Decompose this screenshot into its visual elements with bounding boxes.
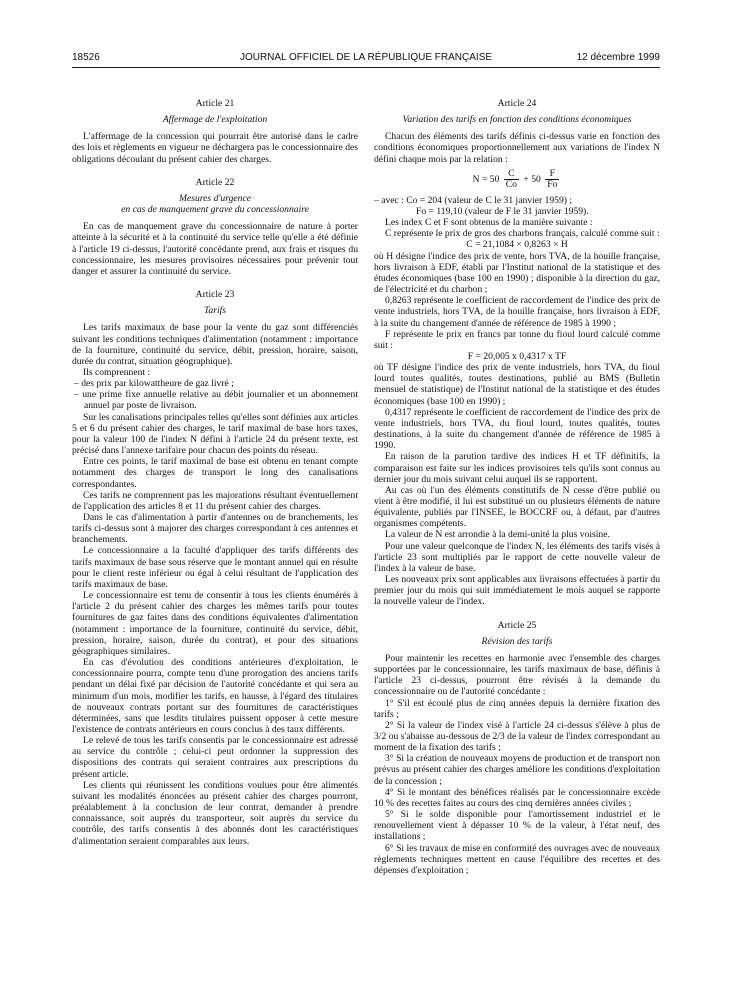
equation-f: F = 20,005 x 0,4317 x TF bbox=[467, 350, 567, 362]
paragraph: Entre ces points, le tarif maximal de base est obtenu en tenant compte notamment des charges de transport le long des canalisations correspondantes. bbox=[72, 456, 358, 490]
article-21-body bbox=[72, 131, 358, 164]
paragraph: où H désigne l'indice des prix de vente, hors TVA, de la houille française, hors livraison à EDF, établi par l'Institut national de la statistique et des études économiques (base 100 en 1990) ; disponible à la direction du gaz, de l'électricité et du charbon ; bbox=[374, 250, 660, 296]
formula-legend: – avec : Co = 204 (valeur de C le 31 janvier 1959) ; bbox=[374, 194, 573, 206]
article-22-body bbox=[72, 221, 358, 277]
paragraph: C représente le prix de gros des charbons français, calculé comme suit : bbox=[385, 228, 660, 240]
paragraph: Le relevé de tous les tarifs consentis par le concessionnaire est adressé au service du contrôle ; celui-ci peut ordonner la suppression des dispositions des contrats qui seraient contraires aux prescriptions du présent article. bbox=[72, 735, 358, 780]
article-22-heading: Article 22 bbox=[195, 176, 235, 188]
paragraph: Les tarifs maximaux de base pour la vente du gaz sont différenciés suivant les conditions techniques d'alimentation (notamment : importance de la fourniture, continuité du service, débit, pression, horaire, saison, durée du contrat, situation géographique). bbox=[72, 322, 358, 367]
article-24-subtitle: Variation des tarifs en fonction des conditions économiques bbox=[402, 114, 632, 126]
paragraph: 0,4317 représente le coefficient de raccordement de l'indice des prix de vente industriels, hors TVA, du fioul lourd, toutes qualités, toutes destinations, à la suite du changement d'année de référence de 1985 à 1990. bbox=[374, 406, 660, 452]
paragraph: Pour une valeur quelconque de l'index N, les éléments des tarifs visés à l'article 23 sont multipliés par le rapport de cette nouvelle valeur de l'index à la valeur de base. bbox=[374, 540, 660, 574]
index-formula bbox=[374, 169, 660, 190]
numerator-f: F bbox=[545, 169, 559, 180]
equation-c: C = 21,1084 × 0,8263 × H bbox=[466, 239, 568, 251]
list-item: 3° Si la création de nouveaux moyens de production et de transport non prévus au présent cahier des charges améliore les conditions d'exploitation de la concession ; bbox=[374, 753, 660, 787]
paragraph: L'affermage de la concession qui pourrait être autorisé dans le cadre des lois et règlements en vigueur ne déchargera pas le concessionnaire des obligations découlant du présent cahier des charges. bbox=[72, 131, 358, 165]
list-item: – des prix par kilowattheure de gaz livré ; bbox=[74, 378, 234, 390]
article-21-heading: Article 21 bbox=[195, 98, 235, 109]
right-column bbox=[374, 98, 660, 876]
list-item: – une prime fixe annuelle relative au débit journalier et un abonnement annuel par poste de livraison. bbox=[74, 389, 358, 412]
paragraph: La valeur de N est arrondie à la demi-unité la plus voisine. bbox=[385, 529, 610, 541]
paragraph: Les index C et F sont obtenus de la manière suivante : bbox=[385, 217, 593, 229]
issue-date: 12 décembre 1999 bbox=[576, 52, 660, 63]
article-21-subtitle: Affermage de l'exploitation bbox=[162, 114, 268, 126]
article-22-subtitle: Mesures d'urgence bbox=[179, 192, 251, 204]
article-23-heading: Article 23 bbox=[195, 289, 235, 301]
article-23-subtitle: Tarifs bbox=[203, 305, 227, 317]
numerator-c: C bbox=[504, 169, 519, 180]
fraction-c bbox=[504, 169, 519, 190]
denominator-co: Co bbox=[505, 178, 517, 190]
formula-plus: + 50 bbox=[523, 173, 541, 185]
paragraph: Pour maintenir les recettes en harmonie avec l'ensemble des charges supportées par le concessionnaire, les tarifs maximaux de base, définis à l'article 23 ci-dessus, pourront être révisés à la demande du concessionnaire ou de l'autorité concédante : bbox=[374, 652, 660, 698]
paragraph: Le concessionnaire a la faculté d'appliquer des tarifs différents des tarifs maximaux de base sous réserve que le montant annuel qui en résulte pour le client reste inférieur ou égal à celui résultant de l'application des tarifs maximaux de base. bbox=[72, 545, 358, 590]
paragraph: En cas de manquement grave du concessionnaire de nature à porter atteinte à la sécurité et à la continuité du service telle qu'elle a été définie à l'article 19 ci-dessus, l'autorité concédante prend, aux frais et risques du concessionnaire, les mesures provisoires nécessaires pour prévenir tout danger et assurer la continuité du service. bbox=[72, 221, 358, 277]
list-item: 1° S'il est écoulé plus de cinq années depuis la dernière fixation des tarifs ; bbox=[374, 697, 660, 720]
article-23-body bbox=[72, 322, 358, 846]
article-22-subtitle-2: en cas de manquement grave du concessionnaire bbox=[121, 204, 309, 216]
paragraph: Dans le cas d'alimentation à partir d'antennes ou de branchements, les tarifs ci-dessus sont à majorer des charges correspondant à ces antennes et branchements. bbox=[72, 512, 358, 546]
paragraph: Le concessionnaire est tenu de consentir à tous les clients énumérés à l'article 2 du présent cahier des charges les mêmes tarifs pour toutes fournitures de gaz faites dans des conditions équivalentes d'alimentation (notamment : importance de la fourniture, continuité du service, débit, pression, horaire, saison, durée du contrat), et pour des situations géographiques similaires. bbox=[72, 590, 358, 657]
article-24-heading: Article 24 bbox=[497, 98, 537, 109]
left-column bbox=[72, 98, 358, 847]
paragraph: Chacun des éléments des tarifs définis ci-dessus varie en fonction des conditions économiques proportionnellement aux variations de l'index N défini chaque mois par la relation : bbox=[374, 131, 660, 165]
paragraph: 0,8263 représente le coefficient de raccordement de l'indice des prix de vente industriels, hors TVA, de la houille française, hors livraison à EDF, à la suite du changement d'année de référence de 1985 à 1990 ; bbox=[374, 295, 660, 329]
paragraph: Les nouveaux prix sont applicables aux livraisons effectuées à partir du premier jour du mois qui suit immédiatement le mois auquel se rapporte la nouvelle valeur de l'index. bbox=[374, 574, 660, 608]
formula-lhs: N = 50 bbox=[472, 173, 500, 185]
list-item: 2° Si la valeur de l'index visé à l'article 24 ci-dessus s'élève à plus de 3/2 ou s'abaisse au-dessous de 2/3 de la valeur de l'index correspondant au moment de la fixation des tarifs ; bbox=[374, 719, 660, 754]
page-header bbox=[72, 52, 660, 66]
header-rule bbox=[72, 67, 660, 68]
paragraph: Sur les canalisations principales telles qu'elles sont définies aux articles 5 et 6 du présent cahier des charges, le tarif maximal de base hors taxes, pour la valeur 100 de l'index N défini à l'article 24 du présent texte, est précisé dans l'annexe tarifaire pour chacun des points du réseau. bbox=[72, 411, 358, 457]
article-24-body bbox=[374, 131, 660, 607]
paragraph: En raison de la parution tardive des indices H et TF définitifs, la comparaison est faite sur les indices provisoires tels qu'ils sont connus au dernier jour du mois suivant celui auquel ils se rapportent. bbox=[374, 451, 660, 485]
paragraph: Ces tarifs ne comprennent pas les majorations résultant éventuellement de l'application des articles 8 et 11 du présent cahier des charges. bbox=[72, 489, 358, 512]
paragraph: Les clients qui réunissent les conditions voulues pour être alimentés suivant les modalités énoncées au présent cahier des charges pourront, préalablement à la conclusion de leur contrat, demander à prendre connaissance, soit auprès du transporteur, soit auprès du service du contrôle, des tarifs consentis à des abonnés dont les caractéristiques d'alimentation seraient comparables aux leurs. bbox=[72, 779, 358, 847]
list-item: 5° Si le solde disponible pour l'amortissement industriel et le renouvellement vient à dépasser 10 % de la valeur, à l'état neuf, des installations ; bbox=[374, 809, 660, 843]
fraction-f bbox=[545, 169, 559, 190]
formula-legend-2: Fo = 119,10 (valeur de F le 31 janvier 1959). bbox=[416, 205, 589, 217]
denominator-fo: Fo bbox=[547, 178, 558, 190]
article-25-body bbox=[374, 653, 660, 876]
paragraph: où TF désigne l'indice des prix de vente industriels, hors TVA, du fioul lourd toutes qualités, toutes destinations, publié au BMS (Bulletin mensuel de statistique) de l'Institut national de la statistique et des études économiques (base 100 en 1990) ; bbox=[374, 362, 660, 407]
list-item: 6° Si les travaux de mise en conformité des ouvrages avec de nouveaux règlements techniques mettent en cause l'équilibre des recettes et des dépenses d'exploitation ; bbox=[374, 842, 660, 876]
paragraph: En cas d'évolution des conditions antérieures d'exploitation, le concessionnaire pourra, compte tenu d'une prorogation des anciens tarifs pendant un délai fixé par décision de l'autorité concédante et qui sera au minimum d'un mois, modifier les tarifs, en hausse, à l'égard des titulaires de nouveaux contrats portant sur des fournitures de caractéristiques déterminées, sans que lesdits titulaires puissent opposer à cette mesure l'existence de contrats antérieurs en cours conclus à des taux différents. bbox=[72, 657, 358, 735]
paragraph: Ils comprennent : bbox=[83, 366, 151, 378]
article-25-subtitle: Révision des tarifs bbox=[481, 635, 553, 647]
paragraph: F représente le prix en francs par tonne du fioul lourd calculé comme suit : bbox=[374, 328, 660, 351]
page-number: 18526 bbox=[72, 52, 100, 63]
article-25-heading: Article 25 bbox=[497, 619, 537, 631]
journal-title: JOURNAL OFFICIEL DE LA RÉPUBLIQUE FRANÇAISE bbox=[239, 52, 493, 63]
paragraph: Au cas où l'un des éléments constitutifs de N cesse d'être publié ou vient à être modifié, il lui est substitué un ou plusieurs éléments de nature équivalente, publiés par l'INSEE, le BOCCRF ou, à défaut, par d'autres organismes compétents. bbox=[374, 484, 660, 530]
list-item: 4° Si le montant des bénéfices réalisés par le concessionnaire excède 10 % des recettes faites au cours des cinq dernières années civiles ; bbox=[374, 786, 660, 809]
